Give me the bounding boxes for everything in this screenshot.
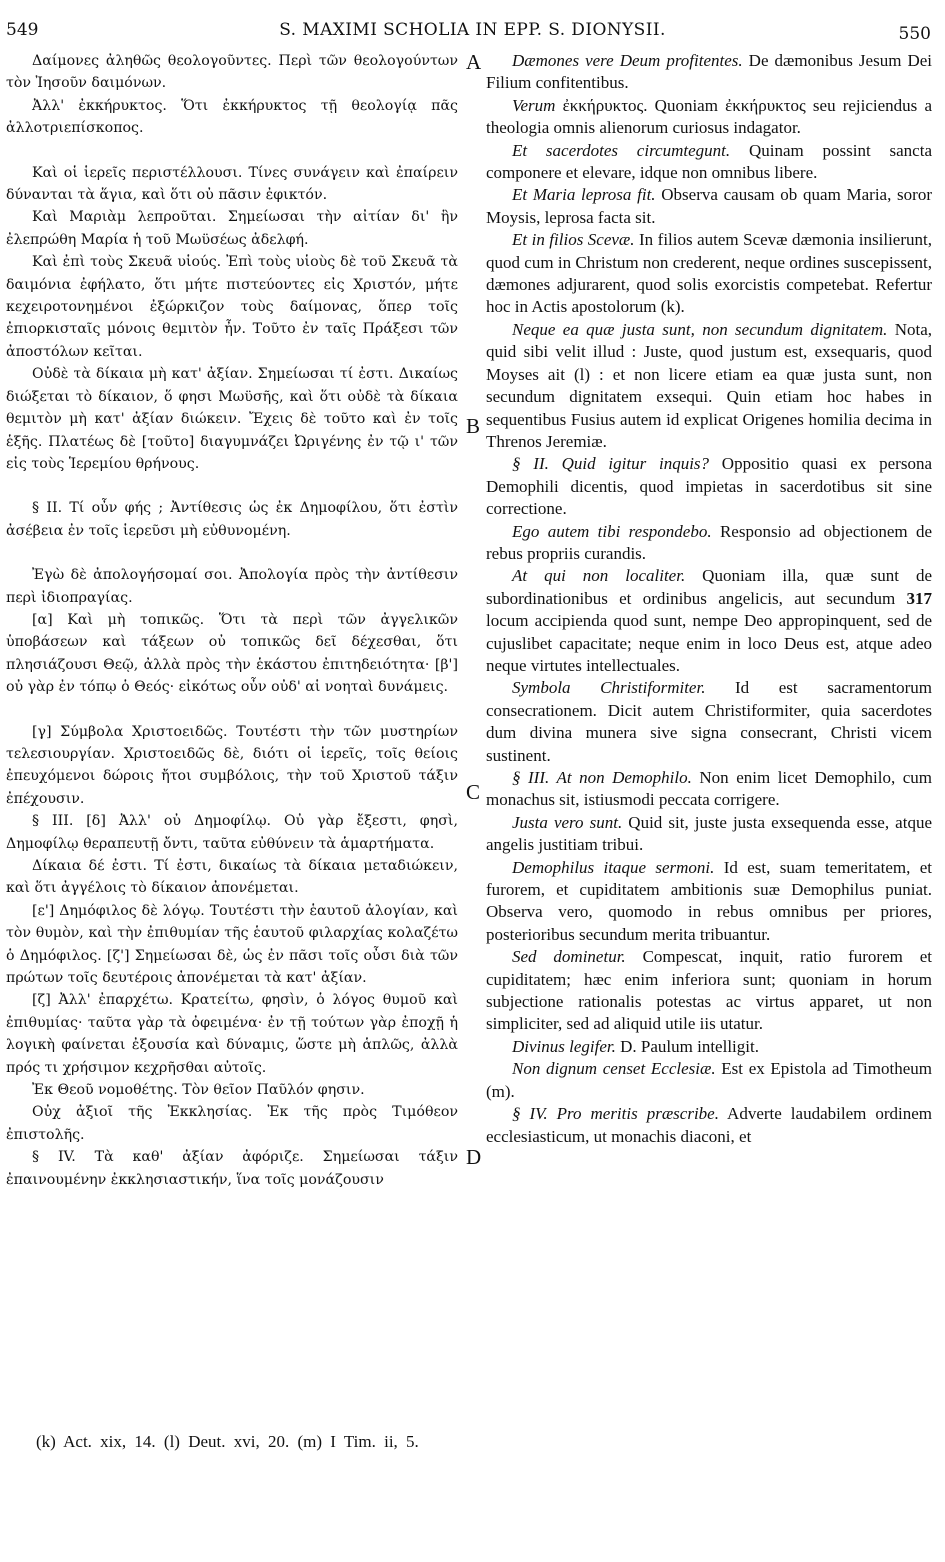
greek-paragraph: Ἀλλ' ἐκκήρυκτος. Ὅτι ἐκκήρυκτος τῇ θεολογίᾳ πᾶς ἀλλοτριεπίσκοπος. — [6, 97, 458, 137]
latin-paragraph — [486, 184, 932, 229]
latin-paragraph — [486, 677, 932, 767]
lemma: Non dignum censet Ecclesiæ. — [512, 1059, 716, 1079]
page-number-left: 549 — [6, 20, 39, 40]
greek-paragraph: Ἐγὼ δὲ ἀπολογήσομαί σοι. Ἀπολογία πρὸς τὴν ἀντίθεσιν περὶ ἰδιοπραγίας. — [6, 567, 458, 606]
latin-paragraph — [486, 565, 932, 677]
paragraph-gap — [6, 140, 458, 162]
latin-paragraph — [486, 229, 932, 319]
lemma: Ego autem tibi respondebo. — [512, 521, 712, 541]
greek-paragraph: Δαίμονες ἀληθῶς θεολογοῦντες. Περὶ τῶν θεολογούντων τὸν Ἰησοῦν δαιμόνων. — [6, 53, 458, 92]
column-number: 317 — [906, 588, 932, 608]
lemma: At qui non localiter. — [512, 566, 686, 586]
greek-paragraph: § II. Τί οὖν φής ; Ἀντίθεσις ὡς ἐκ Δημοφίλου, ὅτι ἐστὶν ἀσέβεια ἐν τοῖς ἱερεῦσι μὴ εὐθυνομένη. — [6, 500, 458, 539]
greek-paragraph: Καὶ Μαριὰμ λεπροῦται. Σημείωσαι τὴν αἰτίαν δι' ἣν ἐλεπρώθη Μαρία ἡ τοῦ Μωϋσέως ἀδελφή. — [6, 209, 458, 248]
lemma: Neque ea quæ justa sunt, non secundum dignitatem. — [512, 319, 888, 339]
running-title: S. MAXIMI SCHOLIA IN EPP. S. DIONYSII. — [279, 20, 666, 40]
latin-paragraph — [486, 453, 932, 520]
greek-paragraph: [γ] Σύμβολα Χριστοειδῶς. Τουτέστι τὴν τῶν μυστηρίων τελεσιουργίαν. Χριστοειδῶς δὲ, διότι οἱ ἱερεῖς, τοῖς θείοις ἐπευχόμενοι δώροις ἤτοι συμβόλοις, τὴν τοῦ Χριστοῦ τάξιν ἐπέχουσιν. — [6, 723, 458, 807]
commentary-text: Non enim licet Demophilo, cum monachus sit, istiusmodi peccata corrigere. — [486, 768, 932, 810]
greek-paragraph: Δίκαια δέ ἐστι. Τί ἐστι, δικαίως τὰ δίκαια μεταδιώκειν, καὶ ὅτι ἀγγέλοις τὸ δίκαιον ἀπονέμεται. — [6, 858, 458, 897]
commentary-text: Compescat, inquit, ratio furorem et cupiditatem; hæc enim inferiora sunt; quoniam in horum subjectione rationalis potestas ac virtus apparet, ut non simpliciter, sed ad aliquid utile iis utatur. — [486, 947, 932, 1034]
lemma: Verum — [512, 95, 556, 115]
latin-paragraph — [486, 812, 932, 857]
commentary-text: Id est sacramentorum consecrationem. Dicit autem Christiformiter, quia sacerdotes dum divina munera sive signa consecrant, Christi vicem sustinent. — [486, 678, 932, 765]
paragraph-gap — [6, 542, 458, 564]
lemma: Et in filios Scevæ. — [512, 230, 635, 250]
latin-paragraph — [486, 50, 932, 95]
lemma: Et Maria leprosa fit. — [512, 185, 656, 205]
latin-paragraph — [486, 1103, 932, 1148]
commentary-text: De dæmonibus Jesum Dei Filium confitentibus. — [486, 51, 932, 93]
page-number-right: 550 — [898, 24, 931, 44]
greek-paragraph: [α] Καὶ μὴ τοπικῶς. Ὅτι τὰ περὶ τῶν ἀγγελικῶν ὑποβάσεων καὶ τάξεων οὐ τοπικῶς δεῖ δέχεσθαι, ὅτι πλησιάζουσι Θεῷ, ἀλλὰ πρὸς τὴν ἑκάστου ἐπιτηδειότητα· [β'] οὐ γὰρ ἐν τόπῳ ὁ Θεός· εἰκότως οὖν οὐδ' αἱ νοηταὶ δυνάμεις. — [6, 611, 458, 696]
greek-column — [6, 50, 458, 1191]
commentary-text: In filios autem Scevæ dæmonia insilierunt, quod cum in Christum non crederent, neque ordines suscepissent, dæmones adjurarent, quod solis exorcistis competebat. Refertur hoc in Actis apostolorum (k). — [486, 230, 932, 317]
lemma: Justa vero sunt. — [512, 812, 623, 832]
greek-paragraph: § IV. Τὰ καθ' ἀξίαν ἀφόριζε. Σημείωσαι τάξιν ἐπαινουμένην ἐκκλησιαστικήν, ἵνα τοῖς μονάζουσιν — [6, 1149, 458, 1188]
latin-paragraph — [486, 946, 932, 1036]
latin-paragraph — [486, 521, 932, 566]
commentary-text: Responsio ad objectionem de rebus propriis curandis. — [486, 521, 932, 563]
lemma: § IV. Pro meritis præscribe. — [512, 1104, 719, 1124]
running-header — [0, 14, 945, 44]
latin-column — [486, 50, 932, 1148]
greek-paragraph: Οὐδὲ τὰ δίκαια μὴ κατ' ἀξίαν. Σημείωσαι τί ἐστι. Δικαίως διώξεται τὸ δίκαιον, ὅ φησι Μωϋσῆς, καὶ ὅτι οὐδὲ τὰ δίκαια θεμιτὸν μὴ κατ' ἀξίαν διώκειν. Ἔχεις δὲ τοῦτο καὶ ἐν τοῖς ἑξῆς. Πλατέως δὲ [τοῦτο] διαγυμνάζει Ὠριγένης ἐν τῷ ι' τῶν εἰς τοὺς Ἱερεμίου θρήνους. — [6, 366, 458, 472]
commentary-text: Id est, suam temeritatem, et furorem, et cupiditatem ambitionis suæ Demophilus puniat. Observa vero, quomodo in rebus omnibus per priores, posterioribus secundum merita tribuantur. — [486, 857, 932, 944]
commentary-text: ἐκκήρυκτος. Quoniam ἐκκήρυκτος seu rejiciendus a theologia omnis alienorum curiosus indagator. — [486, 95, 932, 138]
latin-paragraph — [486, 319, 932, 453]
paragraph-gap — [6, 475, 458, 497]
latin-paragraph — [486, 767, 932, 812]
greek-paragraph: [ζ] Ἀλλ' ἐπαρχέτω. Κρατείτω, φησὶν, ὁ λόγος θυμοῦ καὶ ἐπιθυμίας· ταῦτα γὰρ τὰ ὀφειμένα· ἐν τῇ τούτων γὰρ ἐποχῇ ἡ λογικὴ φαίνεται ἐξουσία καὶ δύναμις, ὥστε μὴ ἁπλῶς, ἀλλὰ πρός τι χρήσιμον κεχρῆσθαι αὐτοῖς. — [6, 992, 458, 1076]
greek-paragraph: § III. [δ] Ἀλλ' οὐ Δημοφίλῳ. Οὐ γὰρ ἔξεστι, φησὶ, Δημοφίλῳ θεραπευτῇ ὄντι, ταῦτα εὐθύνειν τὰ ἁμαρτήματα. — [6, 813, 458, 852]
latin-paragraph — [486, 1058, 932, 1103]
commentary-text: locum accipienda quod sunt, nempe Deo appropinquent, sed de cujuslibet capacitate; neque enim in loco Deus est, atque adeo neque virtutes intellectuales. — [486, 611, 932, 675]
lemma: Divinus legifer. — [512, 1036, 616, 1056]
margin-marker-a: A — [466, 50, 482, 74]
margin-marker-b: B — [466, 414, 481, 438]
lemma: Sed dominetur. — [512, 947, 626, 967]
lemma: Symbola Christiformiter. — [512, 678, 706, 698]
margin-marker-d: D — [466, 1145, 482, 1169]
lemma: § III. At non Demophilo. — [512, 768, 692, 787]
greek-paragraph: Οὐχ ἀξιοῖ τῆς Ἐκκλησίας. Ἐκ τῆς πρὸς Τιμόθεον ἐπιστολῆς. — [6, 1104, 458, 1143]
commentary-text: Oppositio quasi ex persona Demophili dicentis, quod impietas in sacerdotibus sit sine correctione. — [486, 454, 932, 519]
commentary-text: Nota, quid sibi velit illud : Juste, quod justum est, exsequaris, quod Moyses ait (l) : et non licere etiam ea quæ justa sunt, non secundum dignitatem exsequi. Quin etiam hoc habes in sequentibus Fusius autem id explicat Origenes homilia decima in Threnos Jeremiæ. — [486, 319, 933, 451]
paragraph-gap — [6, 699, 458, 721]
latin-paragraph — [486, 140, 932, 185]
footnotes: (k) Act. xix, 14. (l) Deut. xvi, 20. (m) I Tim. ii, 5. — [36, 1432, 419, 1451]
commentary-text: D. Paulum intelligit. — [615, 1036, 759, 1056]
commentary-text: Observa causam ob quam Maria, soror Moysis, leprosa facta sit. — [486, 185, 932, 227]
greek-paragraph: Ἐκ Θεοῦ νομοθέτης. Τὸν θεῖον Παῦλόν φησιν. — [32, 1082, 365, 1099]
commentary-text: Quinam possint sancta componere et elevare, idque non omnibus libere. — [486, 140, 932, 183]
lemma: Dæmones vere Deum profitentes. — [512, 51, 743, 70]
lemma: § II. Quid igitur inquis? — [512, 454, 710, 474]
commentary-text: Adverte laudabilem ordinem ecclesiasticum, ut monachis diaconi, et — [486, 1104, 933, 1146]
latin-paragraph — [486, 857, 932, 947]
commentary-text: Quid sit, juste justa exsequenda esse, atque angelis justitiam tribui. — [486, 812, 932, 855]
greek-paragraph: [ε'] Δημόφιλος δὲ λόγῳ. Τουτέστι τὴν ἑαυτοῦ ἀλογίαν, καὶ τὸν θυμὸν, καὶ τὴν ἐπιθυμίαν τῆς ἑαυτοῦ φιλαρχίας κολαζέτω ὁ Δημόφιλος. [ζ'] Σημείωσαι δὲ, ὡς ἐν πᾶσι τοῖς οὖσι διὰ τῶν πρώτων τοῖς δευτέροις ἀπονέμεται τὰ κατ' ἀξίαν. — [6, 902, 458, 987]
margin-marker-c: C — [466, 780, 481, 804]
latin-paragraph — [486, 1036, 932, 1058]
greek-paragraph: Καὶ ἐπὶ τοὺς Σκευᾶ υἱούς. Ἐπὶ τοὺς υἱοὺς δὲ τοῦ Σκευᾶ τὰ δαιμόνια ἐφήλατο, ὅτι μήτε πιστεύοντες εἰς Χριστόν, μήτε κεχειροτονημένοι ἐξώρκιζον τοὺς δαίμονας, ὅπερ τοῖς ἐπιορκισταῖς μόνοις θεμιτὸν ἦν. Τοῦτο ἐν ταῖς Πράξεσι τῶν ἀποστόλων κεῖται. — [6, 254, 458, 360]
commentary-text: Est ex Epistola ad Timotheum (m). — [486, 1059, 932, 1101]
greek-paragraph: Καὶ οἱ ἱερεῖς περιστέλλουσι. Τίνες συνάγειν καὶ ἐπαίρειν δύνανται τὰ ἅγια, καὶ ὅτι οὐ πᾶσιν ἐφικτόν. — [6, 164, 458, 204]
latin-paragraph — [486, 95, 932, 140]
commentary-text: Quoniam illa, quæ sunt de subordinationibus et ordinibus angelicis, aut secundum — [486, 566, 932, 608]
lemma: Demophilus itaque sermoni. — [512, 857, 715, 877]
lemma: Et sacerdotes circumtegunt. — [512, 140, 731, 160]
